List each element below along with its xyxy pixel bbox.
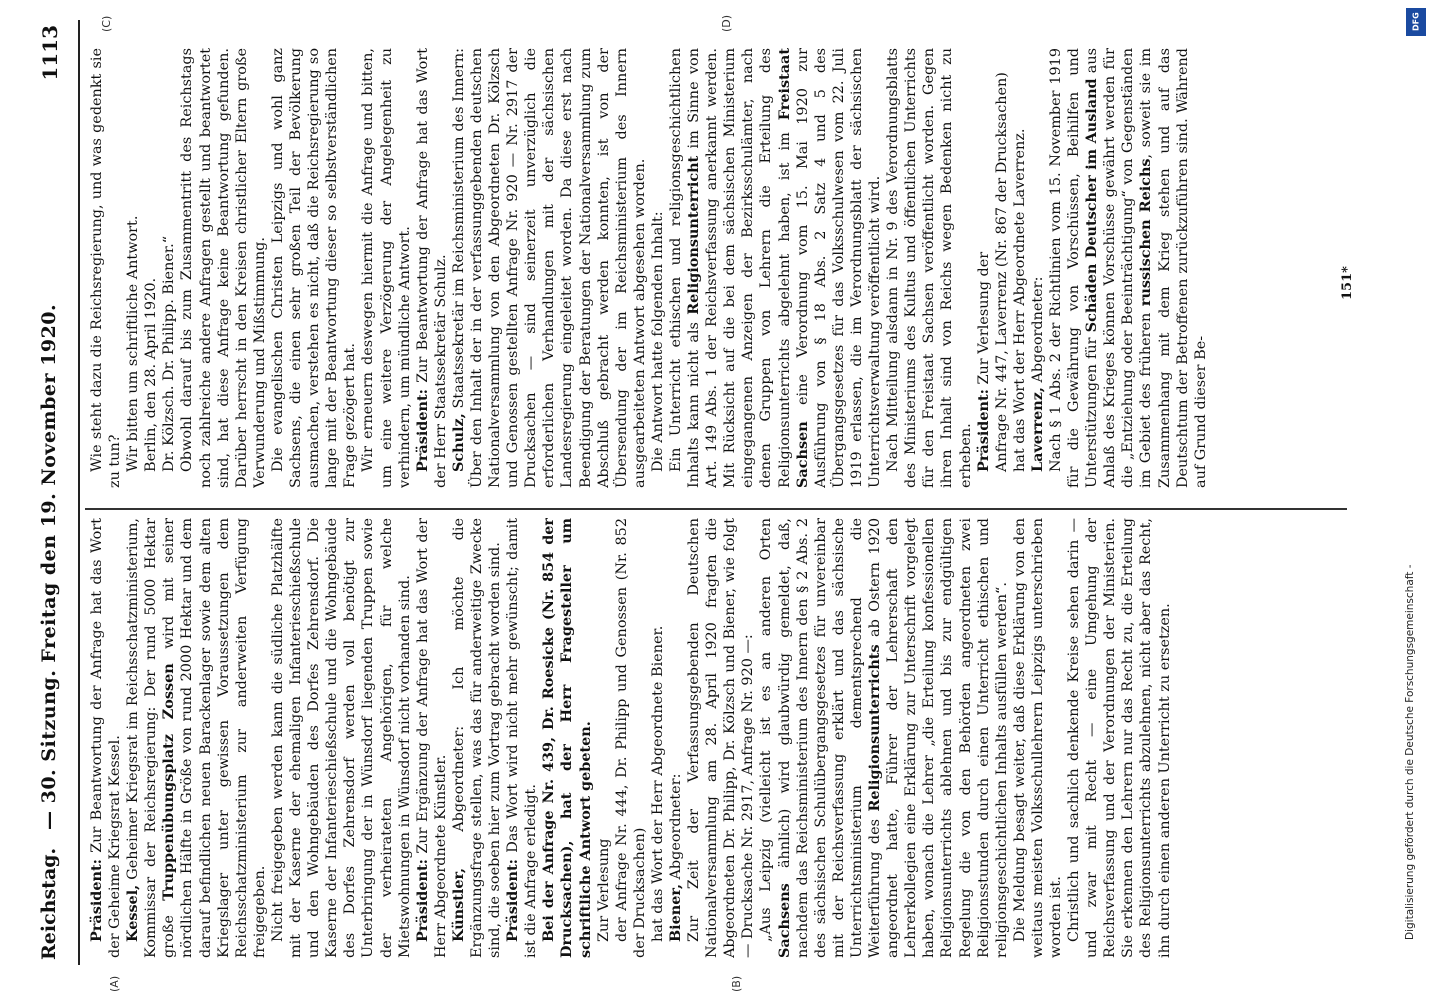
paragraph: Christlich und sachlich denkende Kreise sehen darin — und zwar mit Recht — eine Umgehung der Reichsverfassung und der Verordnungen der Ministerien. Sie erkennen den Lehrern nur das Recht zu, die Erteilung des Religionsunterrichts abzulehnen, nicht aber das Recht, ihn durch einen anderen Unterricht zu ersetzen. [1066,518,1173,958]
running-header [28,25,68,960]
paragraph: Die Meldung besagt weiter, daß diese Erklärung von den weitaus meisten Volksschullehrern Leipzigs unterschrieben worden ist. [1011,518,1064,958]
paragraph: Nach § 1 Abs. 2 der Richtlinien vom 15. November 1919 für die Gewährung von Vorschüssen, Beihilfen und Unterstützungen für Schäden Deutscher im Ausland aus Anlaß des Krieges können Vorschüsse gewährt werden für die „Entziehung oder Beeinträchtigung“ von Gegenständen im Gebiet des früheren russischen Reichs, soweit sie im Zusammenhang mit dem Krieg stehen und auf das Deutschtum der Betroffenen zurückzuführen sind. Während auf Grund dieser Be- [1047,48,1209,488]
paragraph: Obwohl darauf bis zum Zusammentritt des Reichstags noch zahlreiche andere Anfragen gestellt und beantwortet sind, hat diese Anfrage keine Beantwortung gefunden. Darüber herrscht in den Kreisen christlicher Eltern große Verwunderung und Mißstimmung. [179,48,268,488]
paragraph: Künstler, Abgeordneter: Ich möchte die Ergänzungsfrage stellen, was das für anderweitige Zwecke sind, die soeben hier zum Vortrag gebracht worden sind. [449,518,504,958]
paragraph: Nach Mitteilung alsdann in Nr. 9 des Verordnungsblatts des Ministeriums des Kultus und öffentlichen Unterrichts für den Freistaat Sachsen veröffentlicht worden. Gegen ihren Inhalt sind von Reichs wegen Bedenken nicht zu erheben. [885,48,974,488]
paragraph: Ein Unterricht ethischen und religionsgeschichtlichen Inhalts kann nicht als Religionsunterricht im Sinne von Art. 149 Abs. 1 der Reichsverfassung anerkannt werden. Mit Rücksicht auf die bei dem sächsischen Ministerium eingegangenen Anzeigen der Bezirksschulämter, nach denen Gruppen von Lehrern die Erteilung des Religionsunterrichts abgelehnt haben, ist im Freistaat Sachsen eine Verordnung vom 15. Mai 1920 zur Ausführung von § 18 Abs. 2 Satz 4 und 5 des Übergangsgesetzes für das Volksschulwesen vom 22. Juli 1919 erlassen, die im Verordnungsblatt der sächsischen Unterrichtsverwaltung veröffentlicht wird. [668,48,884,488]
paragraph: Die Antwort hatte folgenden Inhalt: [649,211,666,472]
margin-mark-c: (C) [100,15,113,32]
page-number: 1113 [38,25,62,81]
paragraph: Wir bitten um schriftliche Antwort. [125,215,142,472]
paragraph: Bei der Anfrage Nr. 439, Dr. Roesicke (Nr. 854 der Drucksachen), hat der Herr Fragesteller um schriftliche Antwort gebeten. [540,518,594,958]
paragraph: Präsident: Das Wort wird nicht mehr gewünscht; damit ist die Anfrage erledigt. [504,518,540,958]
paragraph: hat das Wort der Herr Abgeordnete Laverrenz. [1011,128,1028,472]
margin-mark-a: (A) [108,975,121,992]
right-column [88,48,1353,488]
margin-mark-b: (B) [730,975,743,992]
paragraph: Wie steht dazu die Reichsregierung, und was gedenkt sie zu tun? [89,48,124,488]
paragraph: Berlin, den 28. April 1920. [143,277,160,472]
paragraph: Kessel, Geheimer Kriegsrat im Reichsschatzministerium, Kommissar der Reichsregierung: Der rund 5000 Hektar große Truppenübungsplatz Zossen wird mit seiner nördlichen Hälfte in Größe von rund 2000 Hektar und dem darauf befindlichen neuen Barackenlager sowie dem alten Kriegslager unter gewissen Voraussetzungen dem Reichsschatzministerium zur anderweiten Verfügung freigegeben. [124,518,268,958]
paragraph: Anfrage Nr. 447, Laverrenz (Nr. 867 der Drucksachen) [993,72,1010,472]
paragraph: „Aus Leipzig (vielleicht ist es an anderen Orten Sachsens ähnlich) wird glaubwürdig gemeldet, daß, nachdem das Reichsministerium des Innern den § 2 Abs. 2 des sächsischen Schulübergangsgesetzes für unvereinbar mit der Reichsverfassung erklärt und das sächsische Unterrichtsministerium dementsprechend die Weiterführung des Religionsunterrichts ab Ostern 1920 angeordnet hatte, Führer der Lehrerschaft den Lehrerkollegien eine Erklärung zur Unterschrift vorgelegt haben, wonach die Lehrer „die Erteilung konfessionellen Religionsunterrichts ablehnen und bis zur endgültigen Regelung die von den Behörden angeordneten zwei Religionsstunden durch einen Unterricht ethischen und religionsgeschichtlichen Inhalts ausfüllen werden“. [758,518,1010,958]
paragraph: Schulz, Staatssekretär im Reichsministerium des Innern: Über den Inhalt der in der verfassunggebenden deutschen Nationalversammlung von den Abgeordneten Dr. Kölzsch und Genossen gestellten Anfrage Nr. 920 — Nr. 2917 der Drucksachen — sind seinerzeit unverzüglich die erforderlichen Verhandlungen mit der sächsischen Landesregierung eingeleitet worden. Da diese erst nach Beendigung der Beratungen der Nationalversammlung zum Abschluß gebracht werden konnten, ist von der Übersendung der im Reichsministerium des Innern ausgearbeiteten Antwort abgesehen worden. [449,48,648,488]
dfg-logo: DFG [1406,8,1426,36]
paragraph: hat das Wort der Herr Abgeordnete Biener. [649,625,666,942]
header-left: Reichstag. [38,847,60,960]
paragraph: Laverrenz, Abgeordneter: [1028,276,1046,472]
column-divider [85,508,1347,510]
paragraph: Präsident: Zur Beantwortung der Anfrage hat das Wort der Geheime Kriegsrat Kessel. [88,518,124,958]
digitization-credit: Digitalisierung gefördert durch die Deutsche Forschungsgemeinschaft - [1404,564,1416,940]
paragraph: Präsident: Zur Verlesung der [974,251,992,472]
paragraph: Zur Verlesung [595,838,612,942]
header-rule [78,20,80,965]
paragraph: Die evangelischen Christen Leipzigs und wohl ganz Sachsens, die einen sehr großen Teil der Bevölkerung ausmachen, verstehen es nicht, daß die Reichsregierung so lange mit der Beantwortung dieser so selbstverständlichen Frage gezögert hat. [269,48,359,488]
left-column [88,518,1353,958]
paragraph: Wir erneuern deswegen hiermit die Anfrage und bitten, um eine weitere Verzögerung der Angelegenheit zu verhindern, um mündliche Antwort. [360,48,413,488]
signature-mark: 151* [1340,266,1355,300]
header-session-date: — 30. Sitzung. Freitag den 19. November 1920. [38,303,60,830]
paragraph: Nicht freigegeben werden kann die südliche Platzhälfte mit der Kaserne der ehemaligen Infanterieschießschule und den Wohngebäuden des Dorfes Zehrensdorf. Die Kaserne der Infanterieschießschule und die Wohngebäude des Dorfes Zehrensdorf werden voll benötigt zur Unterbringung der in Wünsdorf liegenden Truppen sowie der verheirateten Angehörigen, für welche Mietswohnungen in Wünsdorf nicht vorhanden sind. [269,518,413,958]
paragraph: Präsident: Zur Ergänzung der Anfrage hat das Wort der Herr Abgeordnete Künstler. [413,518,449,958]
paragraph: der Anfrage Nr. 444, Dr. Philipp und Genossen (Nr. 852 der Drucksachen) [613,518,648,958]
paragraph: Biener, Abgeordneter: [667,773,684,942]
margin-mark-d: (D) [720,14,733,32]
paragraph: Zur Zeit der Verfassungsgebenden Deutschen Nationalversammlung am 28. April 1920 fragten die Abgeordneten Dr. Philipp, Dr. Kölzsch und Biener, wie folgt — Drucksache Nr. 2917, Anfrage Nr. 920 —: [686,518,757,958]
paragraph: Dr. Kölzsch. Dr. Philipp. Biener.“ [161,235,178,472]
paragraph: Präsident: Zur Beantwortung der Anfrage hat das Wort der Herr Staatssekretär Schulz. [413,48,449,488]
